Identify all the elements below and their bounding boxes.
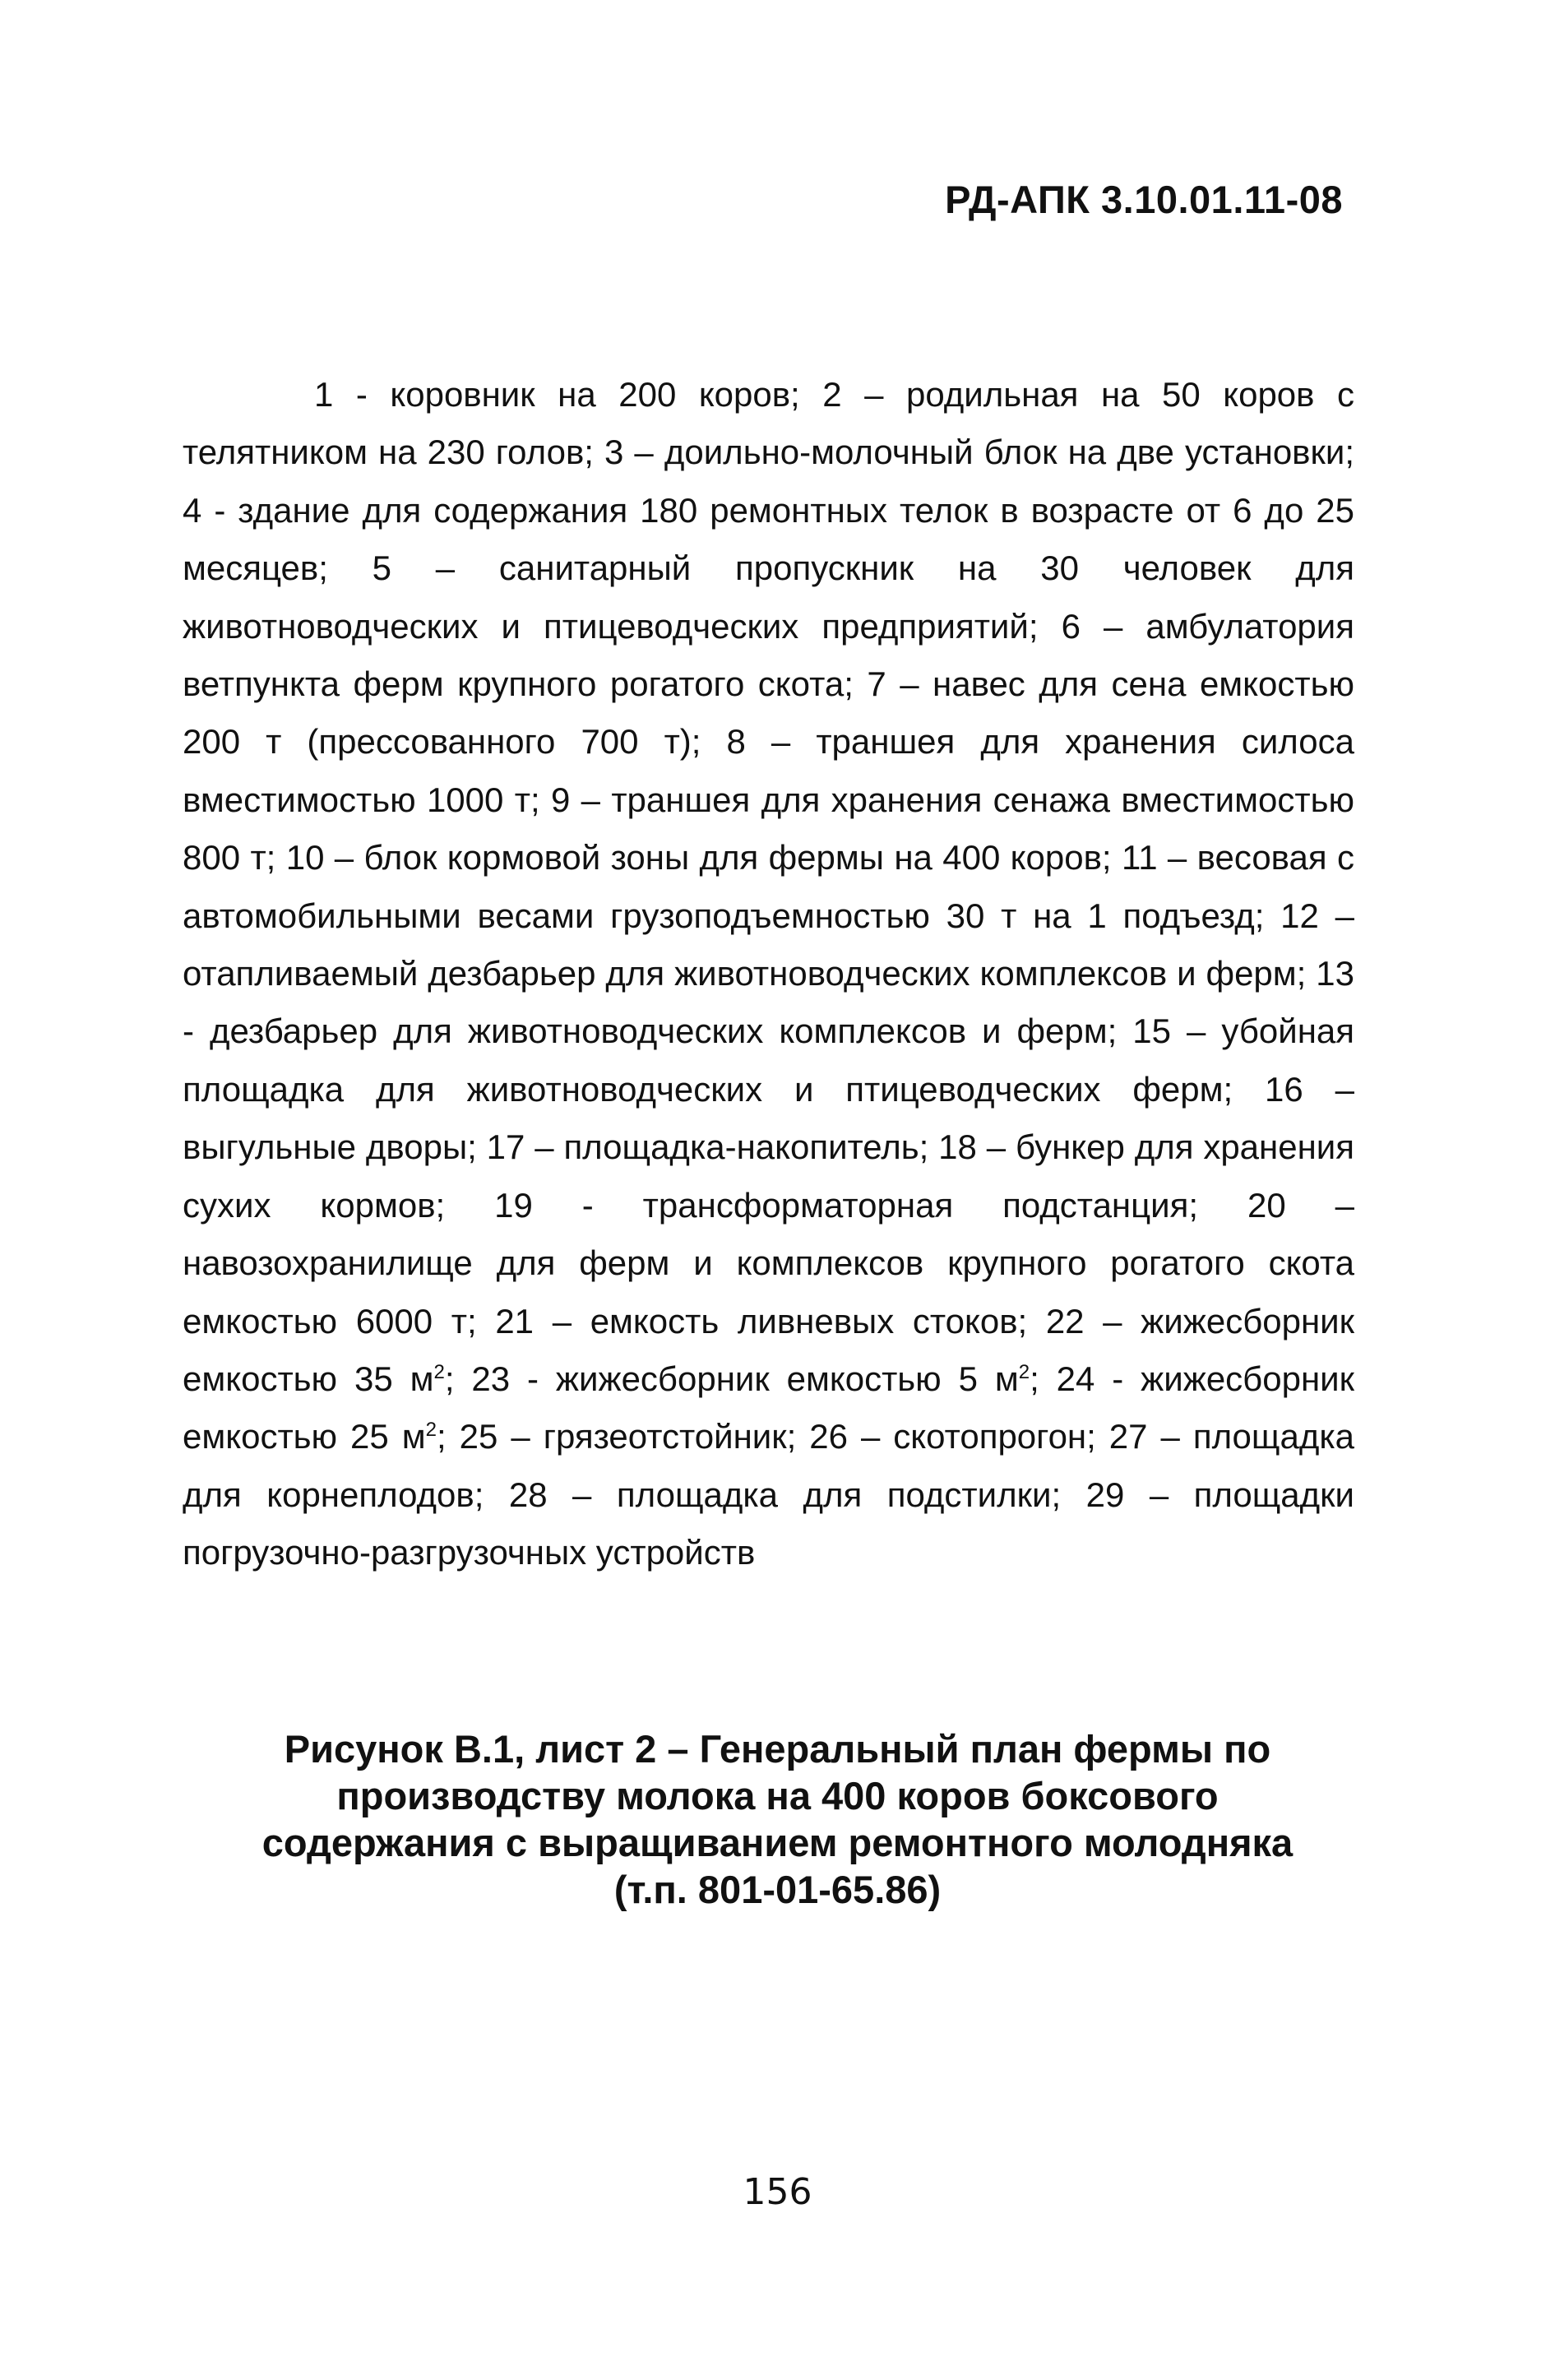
legend-part-1: 1 - коровник на 200 коров; 2 – родильная на 50 коров с телятником на 230 голов; 3 – доильно-молочный блок на две установки; 4 - здание для содержания 180 ремонтных телок в возрасте от 6 до 25 месяцев; 5 – санитарный пропускник на 30 человек для животноводческих и птицеводческих предприятий; 6 – амбулатория ветпункта ферм крупного рогатого скота; 7 – навес для сена емкостью 200 т (прессованного 700 т); 8 – траншея для хранения силоса вместимостью 1000 т; 9 – траншея для хранения сенажа вместимостью 800 т; 10 – блок кормовой зоны для фермы на 400 коров; 11 – весовая с автомобильными весами грузоподъемностью 30 т на 1 подъезд; 12 – отапливаемый дезбарьер для животноводческих комплексов и ферм; 13 - дезбарьер для животноводческих комплексов и ферм; 15 – убойная площадка для животноводческих и птицеводческих ферм; 16 – выгульные дворы; 17 – площадка-накопитель; 18 – бункер для хранения сухих кормов; 19 - трансформаторная подстанция; 20 – навозохранилище для ферм и комплексов крупного рогатого скота емкостью 6000 т; 21 – емкость ливневых стоков; 22 – жижесборник емкостью 35 м [183, 375, 1354, 1398]
superscript-2: 2 [1018, 1360, 1030, 1383]
legend-part-3: ; 24 - жижесборник емкостью 25 м [183, 1359, 1354, 1456]
legend-part-4: ; 25 – грязеотстойник; 26 – скотопрогон; 27 – площадка для корнеплодов; 28 – площадка для подстилки; 29 – площадки погрузочно-разгрузочных устройств [183, 1417, 1354, 1572]
legend-text [183, 366, 1354, 1582]
figure-caption: Рисунок В.1, лист 2 – Генеральный план фермы по производству молока на 400 коров боксового содержания с выращиванием ремонтного молодняка (т.п. 801-01-65.86) [261, 1727, 1294, 1911]
legend-part-2: ; 23 - жижесборник емкостью 5 м [444, 1359, 1019, 1398]
superscript-1: 2 [433, 1360, 445, 1383]
superscript-3: 2 [425, 1419, 437, 1442]
page-number: 156 [743, 2171, 812, 2213]
document-code: РД-АПК 3.10.01.11-08 [945, 178, 1343, 221]
